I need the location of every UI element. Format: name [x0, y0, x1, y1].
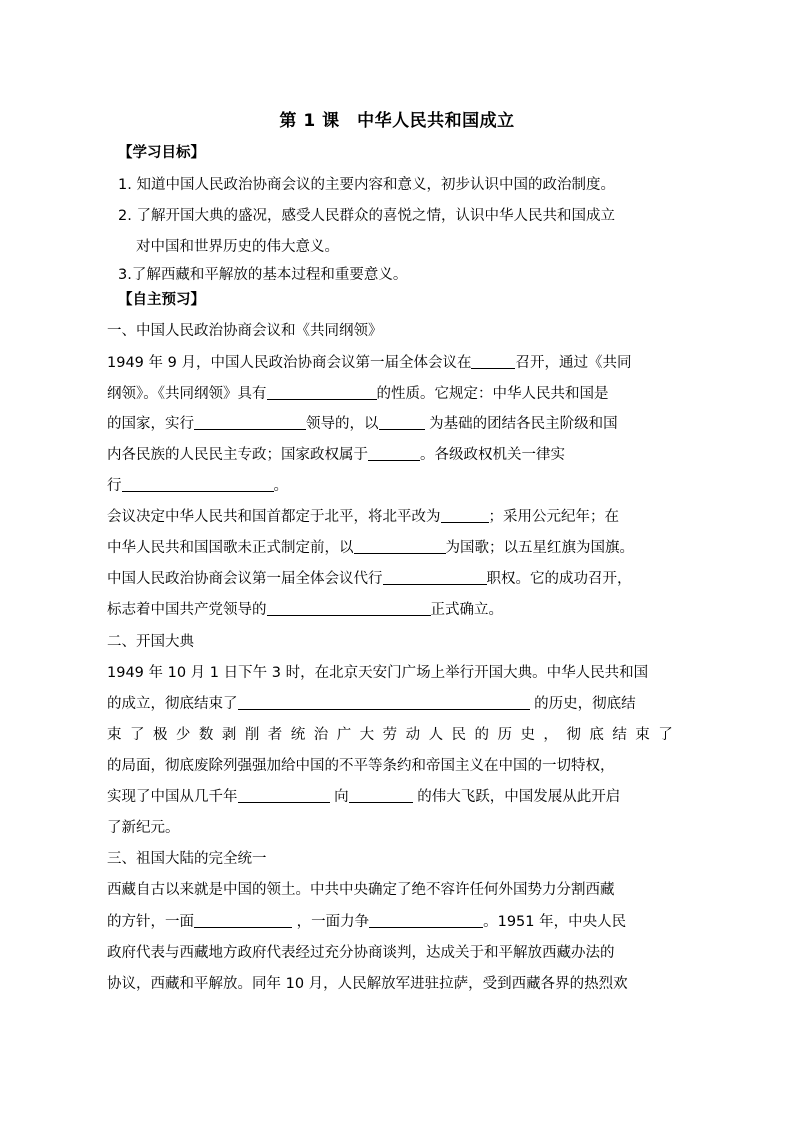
goal-1: 1. 知道中国人民政治协商会议的主要内容和意义，初步认识中国的政治制度。: [118, 177, 615, 193]
char: 底: [589, 727, 604, 743]
char: 束: [107, 727, 122, 743]
fill-blank[interactable]: [349, 788, 413, 803]
s1-line-5: [107, 476, 288, 496]
fill-blank[interactable]: [369, 913, 483, 928]
text: 会议决定中华人民共和国首都定于北平，将北平改为: [107, 509, 441, 525]
char: 劳: [382, 727, 398, 743]
char: 人: [428, 727, 444, 743]
text: 召开，通过《共同: [515, 355, 632, 371]
fill-blank[interactable]: [238, 788, 330, 803]
s1-line-2: [107, 384, 609, 404]
goal-3: 3.了解西藏和平解放的基本过程和重要意义。: [118, 267, 408, 283]
s1-line-1: [107, 353, 631, 373]
s2-line-2: [107, 694, 636, 714]
char: 削: [244, 727, 260, 743]
text: 中国人民政治协商会议第一届全体会议代行: [107, 571, 383, 587]
fill-blank[interactable]: [267, 601, 431, 616]
char: 统: [290, 727, 306, 743]
fill-blank[interactable]: [368, 446, 420, 461]
text: 。: [273, 478, 288, 494]
text: 的伟大飞跃，中国发展从此开启: [412, 789, 621, 805]
text: 的方针，一面: [107, 914, 194, 930]
goal-2: 2. 了解开国大典的盛况，感受人民群众的喜悦之情，认识中华人民共和国成立: [118, 208, 615, 224]
text: 内各民族的人民民主专政；国家政权属于: [107, 447, 368, 463]
char: 了: [129, 727, 145, 743]
char: 结: [612, 727, 627, 743]
text: 。各级政权机关一律实: [420, 447, 565, 463]
s1-line-7: [107, 538, 634, 558]
char: 民: [451, 727, 467, 743]
char: 了: [658, 727, 673, 743]
char: 彻: [566, 727, 581, 743]
text: 的历史，彻底结: [529, 696, 636, 712]
lesson-title: 第 1 课 中华人民共和国成立: [279, 111, 515, 131]
s2-line-5: [107, 787, 620, 807]
s2-line-4: 的局面，彻底废除列强强加给中国的不平等条约和帝国主义在中国的一切特权，: [107, 758, 615, 774]
text: 正式确立。: [430, 602, 503, 618]
fill-blank[interactable]: [383, 570, 487, 585]
text: 标志着中国共产党领导的: [107, 602, 267, 618]
text: 行: [107, 478, 122, 494]
text: 为国歌；以五星红旗为国旗。: [445, 540, 634, 556]
section-2-heading: 二、开国大典: [107, 634, 194, 650]
text: 职权。它的成功召开，: [486, 571, 632, 587]
text: ，一面力争: [292, 914, 370, 930]
text: 向: [329, 789, 349, 805]
fill-blank[interactable]: [441, 508, 489, 523]
section-1-heading: 一、中国人民政治协商会议和《共同纲领》: [107, 323, 383, 339]
goals-heading: 【学习目标】: [118, 145, 205, 161]
fill-blank[interactable]: [379, 415, 425, 430]
char: 广: [336, 727, 352, 743]
s2-line-1: 1949 年 10 月 1 日下午 3 时，在北京天安门广场上举行开国大典。中华人民共和国: [107, 665, 649, 681]
char: 大: [359, 727, 375, 743]
s3-line-1: 西藏自古以来就是中国的领土。中共中央确定了绝不容许任何外国势力分割西藏: [107, 882, 615, 898]
char: ，: [543, 727, 558, 743]
fill-blank[interactable]: [471, 354, 515, 369]
text: 的成立，彻底结束了: [107, 696, 238, 712]
text: 纲领》。《共同纲领》具有: [107, 386, 267, 402]
fill-blank[interactable]: [238, 695, 530, 710]
text: 1949 年 9 月，中国人民政治协商会议第一届全体会议在: [107, 355, 472, 371]
text: 中华人民共和国国歌未正式制定前，以: [107, 540, 354, 556]
char: 少: [175, 727, 191, 743]
fill-blank[interactable]: [194, 415, 306, 430]
s1-line-4: [107, 445, 565, 465]
fill-blank[interactable]: [267, 385, 377, 400]
text: 的国家，实行: [107, 416, 194, 432]
s1-line-3: [107, 414, 618, 434]
char: 史: [520, 727, 535, 743]
fill-blank[interactable]: [194, 913, 292, 928]
section-3-heading: 三、祖国大陆的完全统一: [107, 851, 267, 867]
char: 数: [198, 727, 214, 743]
char: 者: [267, 727, 283, 743]
fill-blank[interactable]: [354, 539, 446, 554]
char: 的: [474, 727, 489, 743]
preview-heading: 【自主预习】: [118, 292, 205, 308]
text: ；采用公元纪年；在: [488, 509, 619, 525]
s3-line-3: 政府代表与西藏地方政府代表经过充分协商谈判，达成关于和平解放西藏办法的: [107, 945, 615, 961]
s1-line-8: [107, 569, 632, 589]
char: 束: [635, 727, 650, 743]
fill-blank[interactable]: [122, 477, 274, 492]
s2-line-3: [107, 725, 673, 745]
text: 的性质。它规定：中华人民共和国是: [376, 386, 609, 402]
s3-line-4: 协议，西藏和平解放。同年 10 月，人民解放军进驻拉萨，受到西藏各界的热烈欢: [107, 976, 628, 992]
text: 为基础的团结各民主阶级和国: [424, 416, 618, 432]
char: 剥: [221, 727, 237, 743]
char: 动: [405, 727, 421, 743]
text: 。1951 年，中央人民: [483, 914, 627, 930]
text: 实现了中国从几千年: [107, 789, 238, 805]
s2-line-6: 了新纪元。: [107, 820, 180, 836]
s3-line-2: [107, 912, 626, 932]
char: 极: [152, 727, 168, 743]
char: 治: [313, 727, 329, 743]
s1-line-6: [107, 507, 619, 527]
goal-2-cont: 对中国和世界历史的伟大意义。: [136, 239, 339, 255]
s1-line-9: [107, 600, 503, 620]
text: 领导的，以: [306, 416, 379, 432]
char: 历: [497, 727, 512, 743]
